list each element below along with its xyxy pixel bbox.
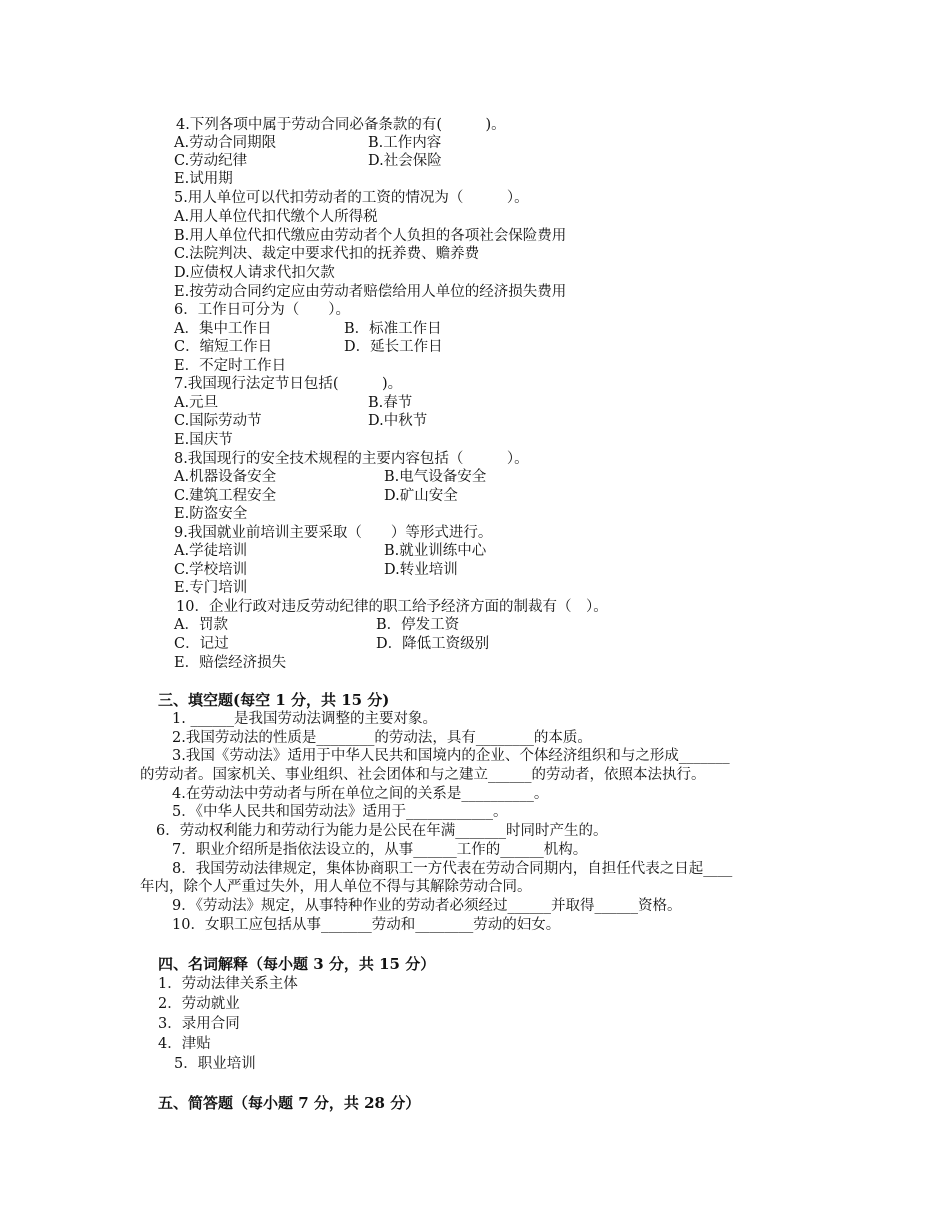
q6-option-b: B．标准工作日 <box>344 321 442 337</box>
q4-option-a: A.劳动合同期限 <box>174 135 277 151</box>
q8-option-b: B.电气设备安全 <box>384 469 487 485</box>
fill-item-6: 6．劳动权利能力和劳动行为能力是公民在年满_______时同时产生的。 <box>156 823 608 839</box>
section5-title: 五、简答题（每小题 7 分，共 28 分） <box>158 1094 421 1112</box>
fill-item-10: 10．女职工应包括从事_______劳动和________劳动的妇女。 <box>172 917 561 933</box>
fill-item-2: 2.我国劳动法的性质是________的劳动法，具有________的本质。 <box>172 730 592 746</box>
q6-option-a: A．集中工作日 <box>174 321 272 337</box>
q5-option-e: E.按劳动合同约定应由劳动者赔偿给用人单位的经济损失费用 <box>174 284 567 300</box>
q9-option-d: D.转业培训 <box>384 562 458 578</box>
q4-option-b: B.工作内容 <box>368 135 442 151</box>
fill-item-3-line1: 3.我国《劳动法》适用于中华人民共和国境内的企业、个体经济组织和与之形成_______ <box>172 748 730 764</box>
q9-stem: 9.我国就业前培训主要采取（ ）等形式进行。 <box>174 525 493 541</box>
term-item-4: 4．津贴 <box>158 1036 211 1052</box>
q5-option-c: C.法院判决、裁定中要求代扣的抚养费、赡养费 <box>174 246 480 262</box>
q10-option-b: B．停发工资 <box>376 617 460 633</box>
q6-option-c: C．缩短工作日 <box>174 339 273 355</box>
q7-option-c: C.国际劳动节 <box>174 413 262 429</box>
q6-stem: 6．工作日可分为（ ）。 <box>174 302 350 318</box>
q10-option-e: E．赔偿经济损失 <box>174 655 287 671</box>
fill-item-9: 9．《劳动法》规定，从事特种作业的劳动者必须经过______并取得______资格。 <box>172 898 682 914</box>
q10-stem: 10．企业行政对违反劳动纪律的职工给予经济方面的制裁有（ ）。 <box>176 599 608 615</box>
fill-item-4: 4.在劳动法中劳动者与所在单位之间的关系是__________。 <box>172 786 549 802</box>
q4-stem: 4.下列各项中属于劳动合同必备条款的有( )。 <box>176 117 506 133</box>
q8-option-c: C.建筑工程安全 <box>174 488 277 504</box>
q4-option-d: D.社会保险 <box>368 153 442 169</box>
fill-item-8-line1: 8．我国劳动法律规定，集体协商职工一方代表在劳动合同期内，自担任代表之日起____ <box>172 861 733 877</box>
q7-option-e: E.国庆节 <box>174 432 233 448</box>
q10-option-c: C．记过 <box>174 636 229 652</box>
fill-item-8-line2: 年内，除个人严重过失外，用人单位不得与其解除劳动合同。 <box>140 879 532 895</box>
q6-option-d: D．延长工作日 <box>344 339 443 355</box>
q10-option-a: A．罚款 <box>174 617 228 633</box>
q8-option-a: A.机器设备安全 <box>174 469 277 485</box>
q8-stem: 8.我国现行的安全技术规程的主要内容包括（ ）。 <box>174 451 529 467</box>
term-item-1: 1．劳动法律关系主体 <box>158 976 298 992</box>
q4-option-e: E.试用期 <box>174 171 233 187</box>
section3-title: 三、填空题(每空 1 分，共 15 分) <box>158 691 390 709</box>
q6-option-e: E．不定时工作日 <box>174 358 287 374</box>
fill-item-1: 1. ______是我国劳动法调整的主要对象。 <box>172 711 437 727</box>
q7-option-a: A.元旦 <box>174 395 219 411</box>
q9-option-a: A.学徒培训 <box>174 543 248 559</box>
term-item-3: 3．录用合同 <box>158 1016 240 1032</box>
fill-item-3-line2: 的劳动者。国家机关、事业组织、社会团体和与之建立______的劳动者，依照本法执行。 <box>140 767 706 783</box>
section4-title: 四、名词解释（每小题 3 分，共 15 分） <box>158 955 436 973</box>
q5-option-b: B.用人单位代扣代缴应由劳动者个人负担的各项社会保险费用 <box>174 228 567 244</box>
q7-option-d: D.中秋节 <box>368 413 428 429</box>
fill-item-5: 5．《中华人民共和国劳动法》适用于____________。 <box>172 804 508 820</box>
q9-option-c: C.学校培训 <box>174 562 248 578</box>
q4-option-c: C.劳动纪律 <box>174 153 248 169</box>
q5-option-d: D.应债权人请求代扣欠款 <box>174 265 335 281</box>
q10-option-d: D．降低工资级别 <box>376 636 490 652</box>
q7-stem: 7.我国现行法定节日包括( )。 <box>174 376 403 392</box>
q8-option-d: D.矿山安全 <box>384 488 458 504</box>
q5-stem: 5.用人单位可以代扣劳动者的工资的情况为（ ）。 <box>174 190 529 206</box>
q5-option-a: A.用人单位代扣代缴个人所得税 <box>174 209 378 225</box>
q7-option-b: B.春节 <box>368 395 413 411</box>
q9-option-e: E.专门培训 <box>174 580 248 596</box>
fill-item-7: 7．职业介绍所是指依法设立的，从事______工作的______机构。 <box>172 842 588 858</box>
term-item-2: 2．劳动就业 <box>158 996 240 1012</box>
term-item-5: 5．职业培训 <box>174 1056 256 1072</box>
q8-option-e: E.防盗安全 <box>174 506 248 522</box>
q9-option-b: B.就业训练中心 <box>384 543 487 559</box>
